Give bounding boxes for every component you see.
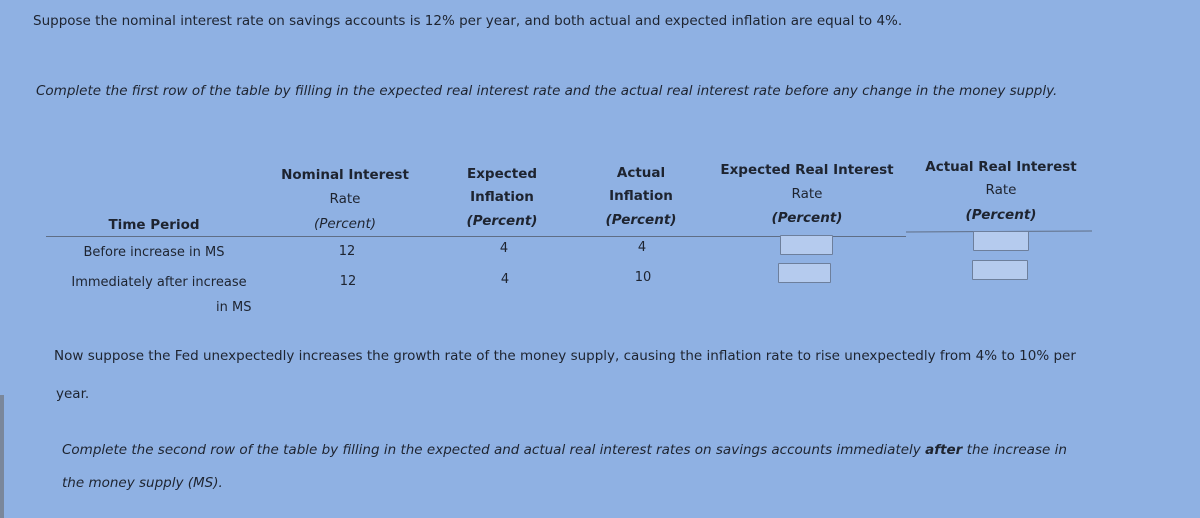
row2-expected-inflation: 4 [500, 272, 510, 287]
header-actual-real-line2: Rate [985, 182, 1017, 198]
row2-nominal: 12 [339, 274, 357, 289]
header-expected-real-unit: (Percent) [771, 210, 843, 226]
row1-expected-inflation: 4 [499, 241, 509, 256]
row2-expected-real-input[interactable] [778, 263, 831, 283]
instruction-second-row-post: the increase in [962, 442, 1067, 458]
row1-nominal: 12 [338, 244, 356, 259]
header-time-period: Time Period [108, 217, 200, 233]
row1-actual-real-input[interactable] [973, 231, 1029, 251]
instruction-second-row-line2: the money supply (MS). [62, 475, 223, 491]
paragraph-fed-increase-line2: year. [56, 386, 90, 402]
header-nominal-line2: Rate [329, 191, 361, 207]
instruction-second-row-emphasis: after [925, 442, 963, 458]
intro-text: Suppose the nominal interest rate on savings accounts is 12% per year, and both actual and expected inflation are equal to 4%. [33, 13, 903, 29]
row2-actual-inflation: 10 [634, 270, 652, 285]
header-actual-real-unit: (Percent) [965, 207, 1037, 223]
row2-period-cont: in MS [216, 300, 252, 315]
paragraph-fed-increase-line1: Now suppose the Fed unexpectedly increases the growth rate of the money supply, causing the inflation rate to rise unexpectedly from 4% to 10% per [54, 348, 1076, 364]
instruction-second-row [62, 442, 1067, 458]
instruction-first-row: Complete the first row of the table by filling in the expected real interest rate and the actual real interest rate before any change in the money supply. [36, 83, 1058, 99]
instruction-second-row-pre: Complete the second row of the table by filling in the expected and actual real interest rates on savings accounts immediately [62, 442, 926, 458]
row2-actual-real-input[interactable] [972, 260, 1028, 280]
header-actual-inflation-line1: Actual [616, 165, 666, 181]
row1-period: Before increase in MS [83, 245, 225, 260]
left-edge-bar [0, 395, 4, 518]
header-expected-inflation-line2: Inflation [470, 189, 534, 205]
header-expected-real-line2: Rate [791, 186, 823, 202]
row1-expected-real-input[interactable] [780, 235, 833, 255]
header-expected-inflation-unit: (Percent) [466, 213, 538, 229]
header-actual-inflation-unit: (Percent) [605, 212, 677, 228]
header-actual-inflation-line2: Inflation [609, 188, 673, 204]
header-expected-inflation-line1: Expected [466, 166, 538, 182]
table-header-rule [46, 236, 906, 237]
header-nominal-line1: Nominal Interest [281, 167, 409, 183]
header-nominal-unit: (Percent) [313, 216, 377, 232]
row1-actual-inflation: 4 [637, 240, 647, 255]
row2-period: Immediately after increase [71, 275, 247, 290]
header-actual-real-line1: Actual Real Interest [925, 159, 1077, 175]
header-expected-real-line1: Expected Real Interest [720, 162, 894, 178]
